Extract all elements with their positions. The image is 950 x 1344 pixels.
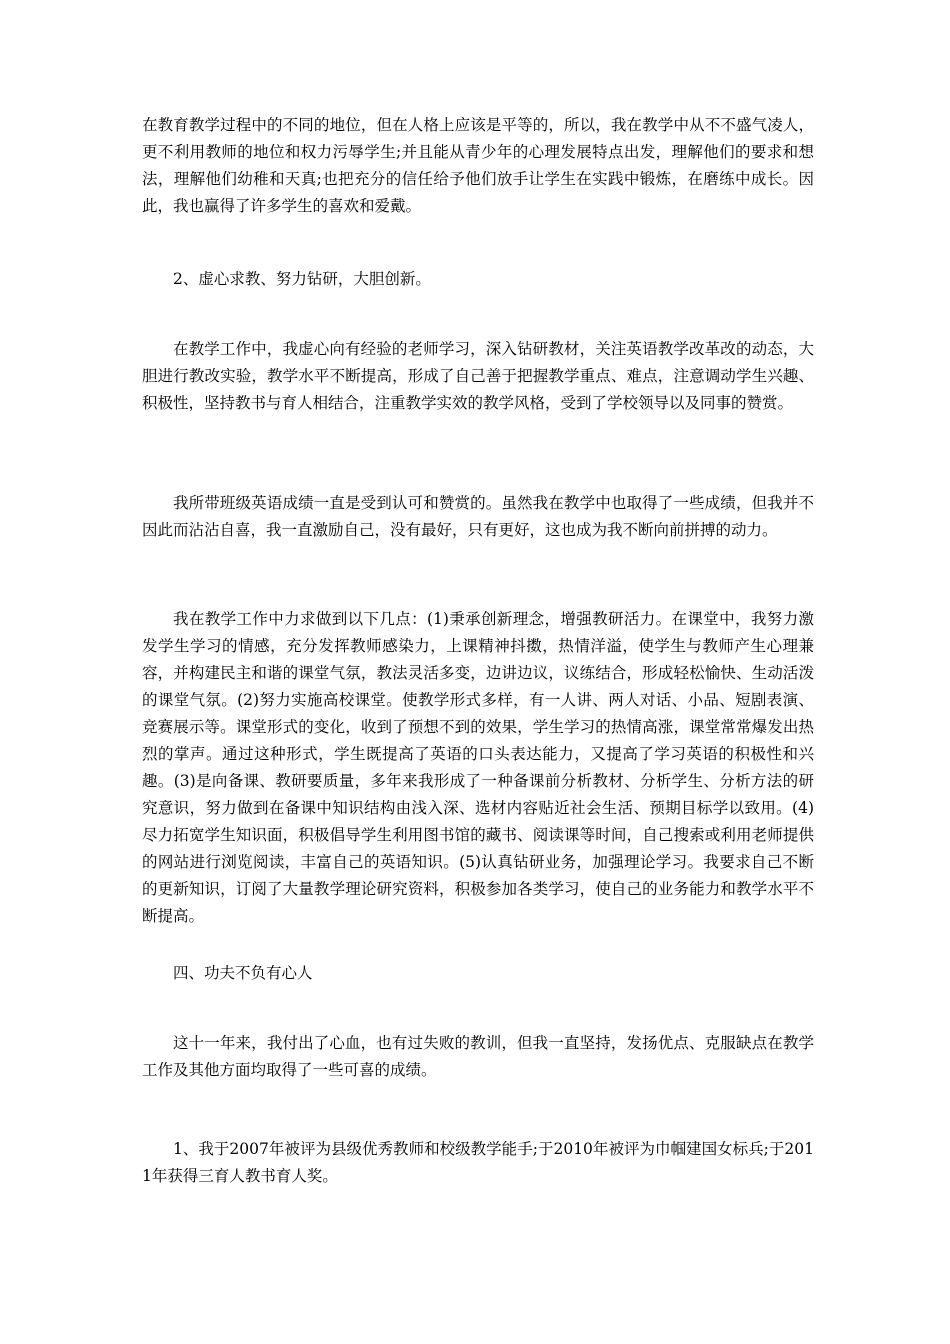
- paragraph-awards: 1、我于2007年被评为县级优秀教师和校级教学能手;于2010年被评为巾帼建国女标兵;于2011年获得三育人教书育人奖。: [142, 1140, 814, 1185]
- paragraph-english-scores: 我所带班级英语成绩一直是受到认可和赞赏的。虽然我在教学中也取得了一些成绩，但我并不因此而沾沾自喜，我一直激励自己，没有最好，只有更好，这也成为我不断向前拼搏的动力。: [142, 494, 814, 539]
- paragraph-teaching-work: 在教学工作中，我虚心向有经验的老师学习，深入钻研教材，关注英语教学改革改的动态，大胆进行教改实验，教学水平不断提高，形成了自己善于把握教学重点、难点，注意调动学生兴趣、积极性，坚持教书与育人相结合，注重教学实效的教学风格，受到了学校领导以及同事的赞赏。: [142, 340, 814, 412]
- paragraph-teacher-student-equality: 在教育教学过程中的不同的地位，但在人格上应该是平等的，所以，我在教学中从不不盛气凌人，更不利用教师的地位和权力污辱学生;并且能从青少年的心理发展特点出发，理解他们的要求和想法，理解他们幼稚和天真;也把充分的信任给予他们放手让学生在实践中锻炼，在磨练中成长。因此，我也赢得了许多学生的喜欢和爱戴。: [142, 116, 814, 215]
- paragraph-teaching-points: 我在教学工作中力求做到以下几点：(1)秉承创新理念，增强教研活力。在课堂中，我努力激发学生学习的情感，充分发挥教师感染力，上课精神抖擞，热情洋溢，使学生与教师产生心理兼容，并构建民主和谐的课堂气氛，教法灵活多变，边讲边议，议练结合，形成轻松愉快、生动活泼的课堂气氛。(2)努力实施高校课堂。使教学形式多样，有一人讲、两人对话、小品、短剧表演、竞赛展示等。课堂形式的变化，收到了预想不到的效果，学生学习的热情高涨，课堂常常爆发出热烈的掌声。通过这种形式，学生既提高了英语的口头表达能力，又提高了学习英语的积极性和兴趣。(3)是向备课、教研要质量，多年来我形成了一种备课前分析教材、分析学生、分析方法的研究意识，努力做到在备课中知识结构由浅入深、选材内容贴近社会生活、预期目标学以致用。(4)尽力拓宽学生知识面，积极倡导学生利用图书馆的藏书、阅读课等时间，自己搜索或利用老师提供的网站进行浏览阅读，丰富自己的英语知识。(5)认真钻研业务，加强理论学习。我要求自己不断的更新知识，订阅了大量教学理论研究资料，积极参加各类学习，使自己的业务能力和教学水平不断提高。: [142, 610, 814, 925]
- heading-humble-learning: 2、虚心求教、努力钻研，大胆创新。: [173, 270, 431, 288]
- heading-hard-work-pays: 四、功夫不负有心人: [173, 964, 313, 982]
- paragraph-eleven-years: 这十一年来，我付出了心血，也有过失败的教训，但我一直坚持，发扬优点、克服缺点在教学工作及其他方面均取得了一些可喜的成绩。: [142, 1034, 814, 1079]
